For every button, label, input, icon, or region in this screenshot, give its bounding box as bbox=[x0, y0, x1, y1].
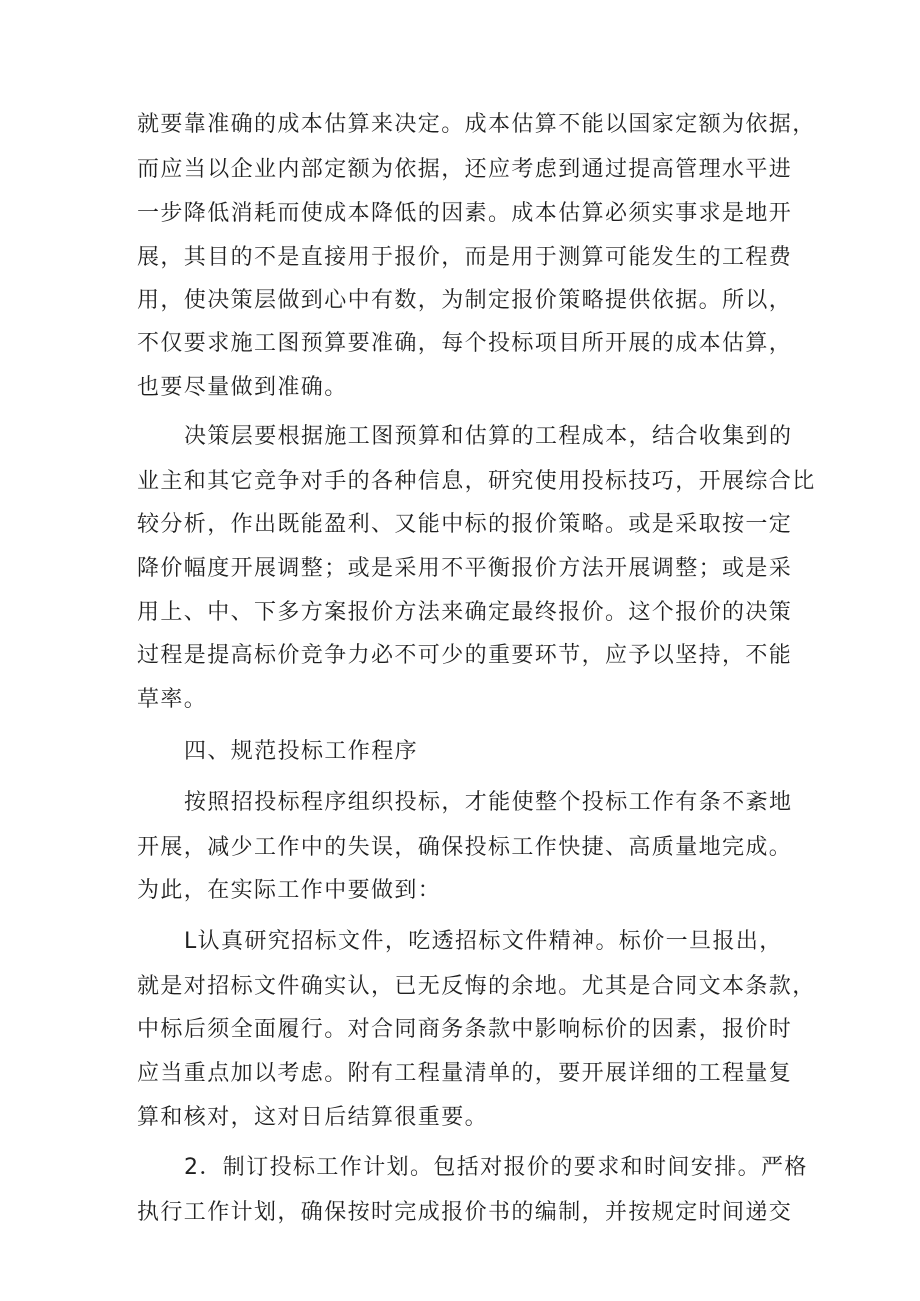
paragraph-4-line-2: 就是对招标文件确实认，已无反悔的余地。尤其是合同文本条款， bbox=[137, 974, 816, 999]
paragraph-1-line-1: 就要靠准确的成本估算来决定。成本估算不能以国家定额为依据， bbox=[137, 112, 816, 137]
paragraph-3-line-3: 为此，在实际工作中要做到： bbox=[137, 878, 442, 903]
paragraph-4-line-5: 算和核对，这对日后结算很重要。 bbox=[137, 1105, 489, 1130]
paragraph-2-line-3: 较分析，作出既能盈利、又能中标的报价策略。或是采取按一定 bbox=[137, 512, 793, 537]
paragraph-2-line-5: 用上、中、下多方案报价方法来确定最终报价。这个报价的决策 bbox=[137, 600, 793, 625]
paragraph-4-line-1: L认真研究招标文件，吃透招标文件精神。标价一旦报出， bbox=[184, 929, 783, 954]
paragraph-1-line-5: 用，使决策层做到心中有数，为制定报价策略提供依据。所以， bbox=[137, 288, 793, 313]
paragraph-2-line-2: 业主和其它竞争对手的各种信息，研究使用投标技巧，开展综合比 bbox=[137, 469, 816, 494]
paragraph-5-line-2: 执行工作计划，确保按时完成报价书的编制，并按规定时间递交 bbox=[137, 1200, 793, 1225]
paragraph-3-line-1: 按照招投标程序组织投标，才能使整个投标工作有条不紊地 bbox=[184, 790, 793, 815]
paragraph-5-line-1: 2．制订投标工作计划。包括对报价的要求和时间安排。严格 bbox=[184, 1155, 808, 1180]
paragraph-1-line-6: 不仅要求施工图预算要准确，每个投标项目所开展的成本估算， bbox=[137, 331, 793, 356]
paragraph-4-line-4: 应当重点加以考虑。附有工程量清单的，要开展详细的工程量复 bbox=[137, 1061, 793, 1086]
section-heading: 四、规范投标工作程序 bbox=[184, 739, 419, 764]
paragraph-2-line-4: 降价幅度开展调整；或是采用不平衡报价方法开展调整；或是采 bbox=[137, 556, 793, 581]
paragraph-1-line-4: 展，其目的不是直接用于报价，而是用于测算可能发生的工程费 bbox=[137, 245, 793, 270]
paragraph-1-line-2: 而应当以企业内部定额为依据，还应考虑到通过提高管理水平进 bbox=[137, 157, 793, 182]
paragraph-1-line-3: 一步降低消耗而使成本降低的因素。成本估算必须实事求是地开 bbox=[137, 201, 793, 226]
paragraph-4-line-3: 中标后须全面履行。对合同商务条款中影响标价的因素，报价时 bbox=[137, 1017, 793, 1042]
paragraph-2-line-7: 草率。 bbox=[137, 687, 208, 712]
paragraph-2-line-6: 过程是提高标价竞争力必不可少的重要环节，应予以坚持，不能 bbox=[137, 643, 793, 668]
paragraph-1-line-7: 也要尽量做到准确。 bbox=[137, 375, 348, 400]
paragraph-2-line-1: 决策层要根据施工图预算和估算的工程成本，结合收集到的 bbox=[184, 424, 793, 449]
paragraph-3-line-2: 开展，减少工作中的失误，确保投标工作快捷、高质量地完成。 bbox=[137, 835, 793, 860]
